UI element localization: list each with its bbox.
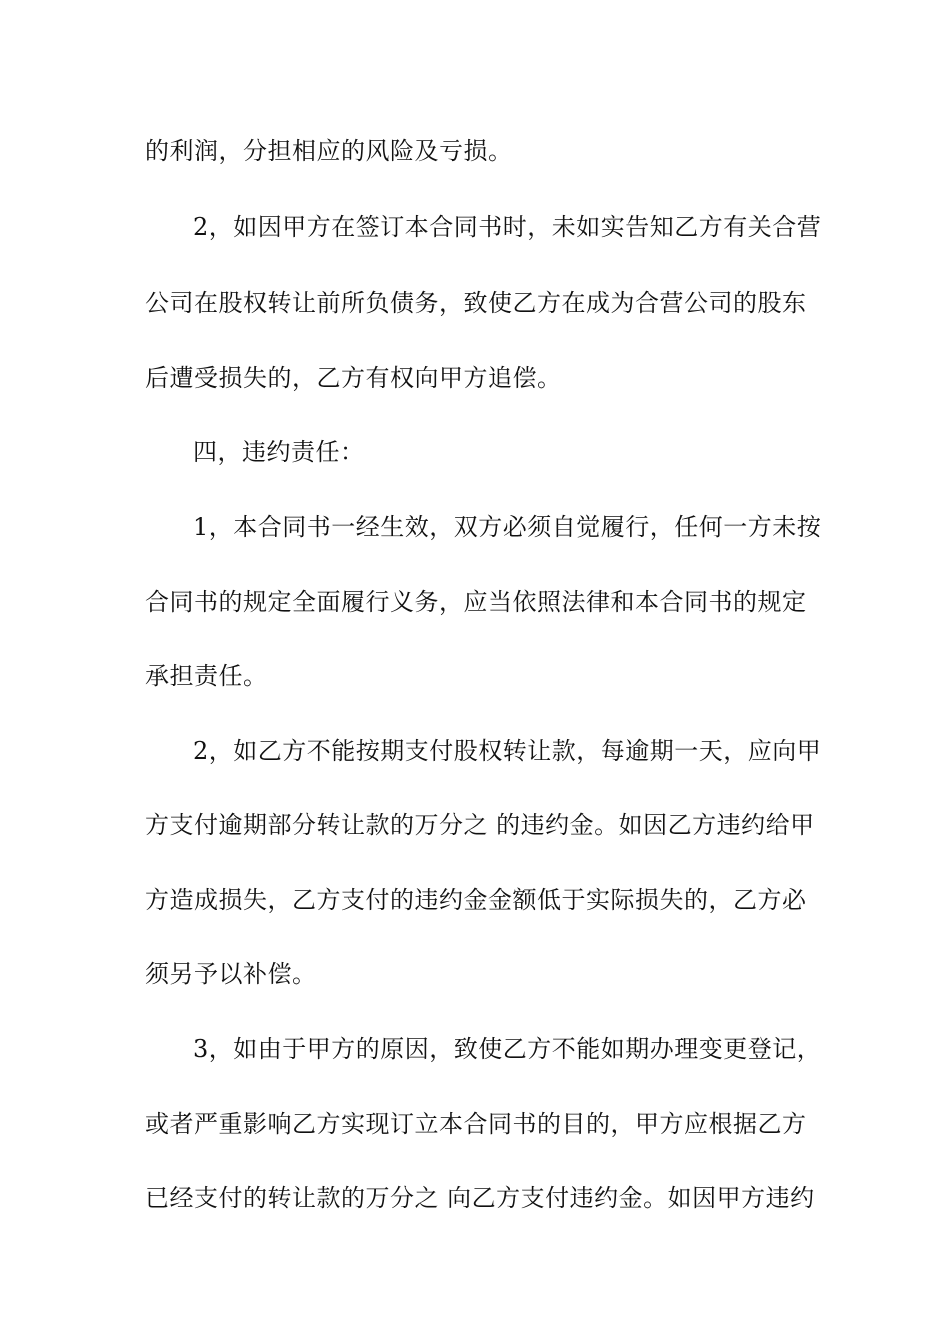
- text-line: 公司在股权转让前所负债务，致使乙方在成为合营公司的股东: [145, 289, 807, 317]
- text-line: 后遭受损失的，乙方有权向甲方追偿。: [145, 364, 562, 392]
- text-line: 1，本合同书一经生效，双方必须自觉履行，任何一方未按: [193, 513, 822, 541]
- text-line: 承担责任。: [145, 662, 268, 690]
- text-line: 方支付逾期部分转让款的万分之 的违约金。如因乙方违约给甲: [145, 811, 815, 839]
- text-line: 合同书的规定全面履行义务，应当依照法律和本合同书的规定: [145, 588, 807, 616]
- text-line: 3，如由于甲方的原因，致使乙方不能如期办理变更登记，: [193, 1035, 822, 1063]
- text-line: 方造成损失，乙方支付的违约金金额低于实际损失的，乙方必: [145, 886, 807, 914]
- text-line: 2，如乙方不能按期支付股权转让款，每逾期一天，应向甲: [193, 737, 822, 765]
- section-heading: 四，违约责任：: [193, 438, 365, 466]
- text-line: 或者严重影响乙方实现订立本合同书的目的，甲方应根据乙方: [145, 1110, 807, 1138]
- text-line: 2，如因甲方在签订本合同书时，未如实告知乙方有关合营: [193, 213, 822, 241]
- text-line: 的利润，分担相应的风险及亏损。: [145, 137, 513, 165]
- text-line: 须另予以补偿。: [145, 960, 317, 988]
- text-line: 已经支付的转让款的万分之 向乙方支付违约金。如因甲方违约: [145, 1184, 815, 1212]
